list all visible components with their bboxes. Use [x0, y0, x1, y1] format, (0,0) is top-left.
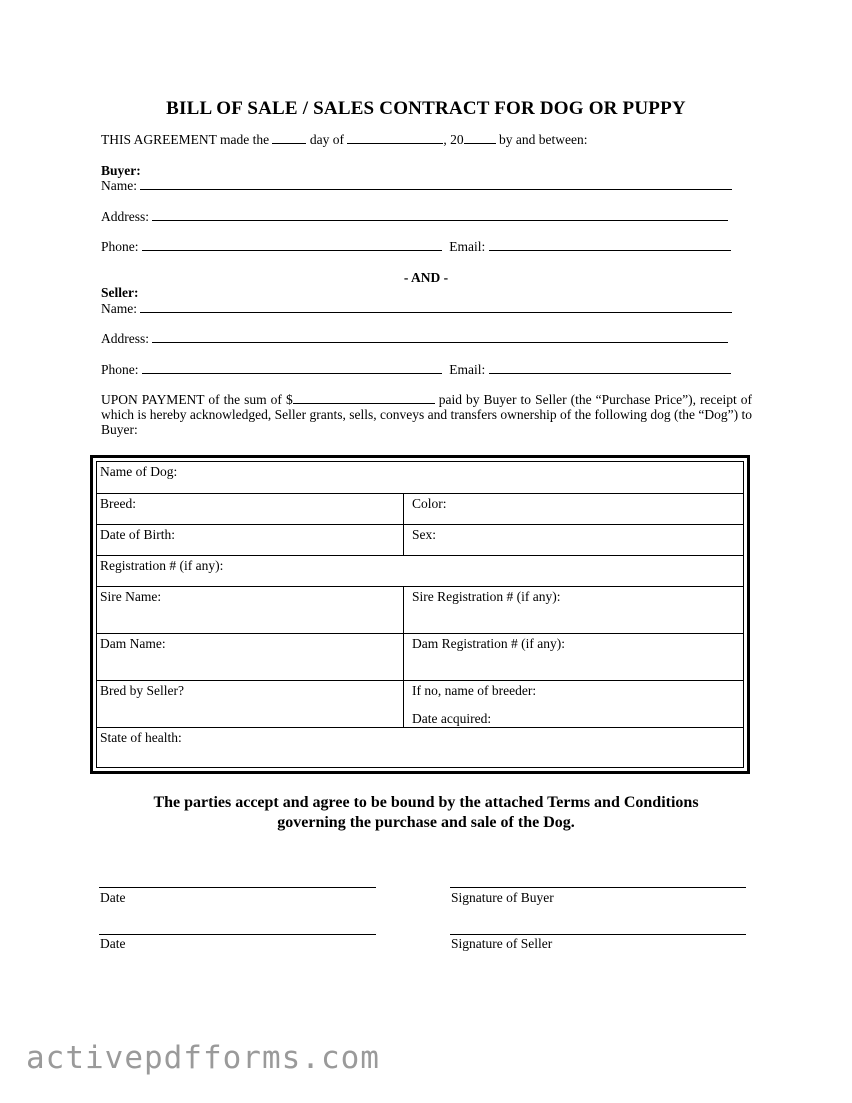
breeder-cell[interactable]: If no, name of breeder: Date acquired: [403, 681, 743, 727]
color-cell[interactable]: Color: [403, 494, 743, 524]
buyer-signature-label: Signature of Buyer [451, 890, 554, 905]
seller-phone-row: Phone: Email: [101, 361, 731, 378]
seller-name-field[interactable] [140, 300, 732, 313]
buyer-phone-field[interactable] [142, 238, 442, 251]
dog-name-cell[interactable]: Name of Dog: [100, 464, 178, 479]
seller-date-label: Date [100, 936, 126, 951]
seller-email-field[interactable] [489, 361, 731, 374]
seller-signature-line[interactable] [450, 934, 746, 935]
seller-signature-label: Signature of Seller [451, 936, 553, 951]
buyer-date-line[interactable] [99, 887, 376, 888]
breed-cell[interactable]: Breed: [100, 496, 136, 511]
sire-registration-cell[interactable]: Sire Registration # (if any): [403, 587, 743, 633]
dam-registration-cell[interactable]: Dam Registration # (if any): [403, 634, 743, 680]
seller-date-line[interactable] [99, 934, 376, 935]
seller-address-field[interactable] [152, 330, 728, 343]
bred-by-seller-cell[interactable]: Bred by Seller? [100, 683, 184, 698]
registration-cell[interactable]: Registration # (if any): [100, 558, 224, 573]
seller-phone-field[interactable] [142, 361, 442, 374]
watermark: activepdfforms.com [26, 1040, 380, 1076]
buyer-date-label: Date [100, 890, 126, 905]
dob-cell[interactable]: Date of Birth: [100, 527, 175, 542]
agreement-line: THIS AGREEMENT made the day of , 20 by and between: [101, 132, 588, 147]
agreement-month-field[interactable] [347, 131, 443, 144]
buyer-name-row: Name: [101, 177, 732, 194]
table-row [97, 525, 743, 556]
table-row [97, 494, 743, 525]
buyer-phone-row: Phone: Email: [101, 238, 731, 255]
seller-address-row: Address: [101, 330, 728, 347]
date-acquired-label: Date acquired: [412, 711, 492, 726]
dam-name-cell[interactable]: Dam Name: [100, 636, 166, 651]
seller-heading: Seller: [101, 285, 139, 300]
table-row [97, 587, 743, 634]
acceptance-statement: The parties accept and agree to be bound by the attached Terms and Conditions governing the purchase and sale of the Dog. [153, 794, 699, 831]
table-row [97, 634, 743, 681]
purchase-price-field[interactable] [293, 392, 435, 404]
document-title: BILL OF SALE / SALES CONTRACT FOR DOG OR PUPPY [166, 98, 686, 119]
buyer-address-field[interactable] [152, 208, 728, 221]
dog-details-table [90, 455, 750, 774]
payment-paragraph: UPON PAYMENT of the sum of $ paid by Buyer to Seller (the “Purchase Price”), receipt of which is hereby acknowledged, Seller grants, sells, conveys and transfers ownership of the following dog (the “Dog”) to Buyer: [101, 392, 752, 437]
table-row [97, 462, 743, 494]
seller-name-row: Name: [101, 300, 732, 317]
buyer-heading: Buyer: [101, 163, 141, 178]
buyer-signature-line[interactable] [450, 887, 746, 888]
buyer-email-field[interactable] [489, 238, 731, 251]
agreement-year-field[interactable] [464, 131, 496, 144]
buyer-address-row: Address: [101, 208, 728, 225]
table-row [97, 681, 743, 728]
state-of-health-cell[interactable]: State of health: [100, 730, 182, 745]
table-row [97, 556, 743, 587]
and-separator: - AND - [403, 270, 449, 285]
buyer-name-field[interactable] [140, 177, 732, 190]
sire-name-cell[interactable]: Sire Name: [100, 589, 162, 604]
sex-cell[interactable]: Sex: [403, 525, 743, 555]
table-row [97, 728, 743, 769]
agreement-day-field[interactable] [272, 131, 306, 144]
